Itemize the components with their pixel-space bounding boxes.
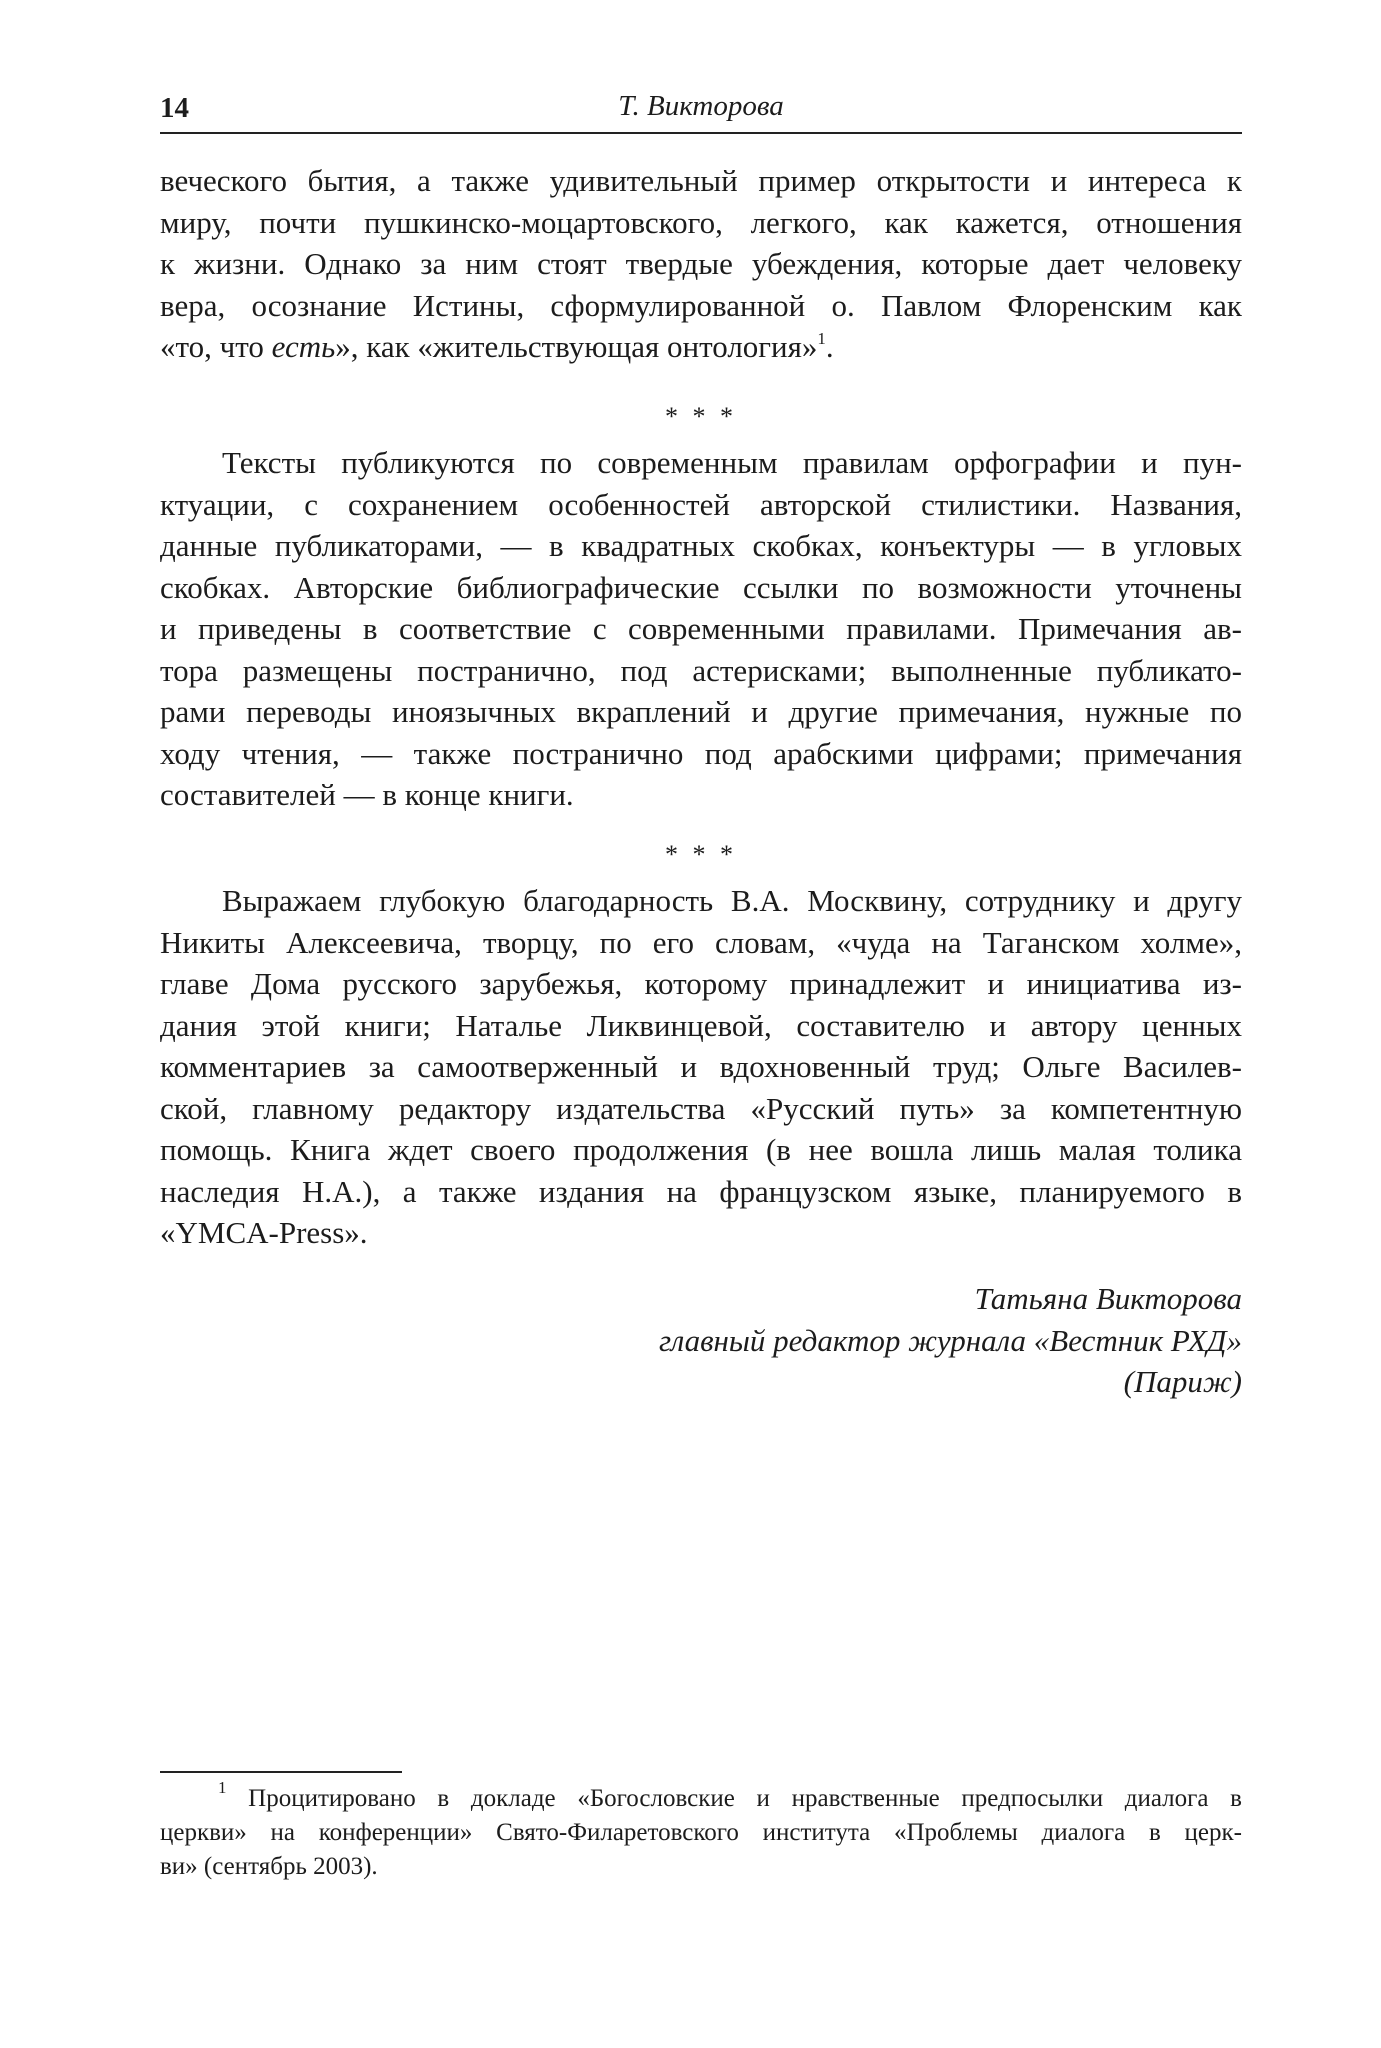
footnote-line: церкви» на конференции» Свято-Филаретовского института «Проблемы диалога в церк- — [160, 1819, 1242, 1846]
running-head: Т. Викторова — [618, 90, 784, 122]
paragraph-line: данные публикаторами, — в квадратных скобках, конъектуры — в угловых — [160, 528, 1242, 563]
paragraph-line: ской, главному редактору издательства «Русский путь» за компетентную — [160, 1090, 1242, 1126]
paragraph-line: вечеcкого бытия, а также удивительный пример открытости и интереса к — [160, 163, 1242, 198]
italic-word: есть — [271, 329, 336, 364]
footnote-text: Процитировано в докладе «Богословские и нравственные предпосылки диалога в — [226, 1785, 1242, 1812]
paragraph-line: скобках. Авторские библиографические ссылки по возможности уточнены — [160, 569, 1242, 605]
paragraph-line: составителей — в конце книги. — [160, 777, 574, 812]
footnote-ref: 1 — [817, 329, 826, 348]
paragraph-line: миру, почти пушкинско-моцартовского, легкого, как кажется, отношения — [160, 204, 1242, 240]
paragraph-line: дания этой книги; Наталье Ликвинцевой, составителю и автору ценных — [160, 1007, 1242, 1043]
sentence-end: . — [825, 329, 834, 364]
quote-start: «то, что — [160, 329, 272, 364]
signature — [160, 1278, 1242, 1403]
quote-rest: », как «жительствующая онтология» — [335, 329, 818, 364]
section-separator: * * * — [665, 840, 737, 869]
section-separator: * * * — [665, 402, 737, 431]
paragraph-line: вера, осознание Истины, сформулированной о. Павлом Флоренским как — [160, 287, 1242, 323]
paragraph-line: «YMCA-Press». — [160, 1215, 368, 1250]
paragraph-line: Выражаем глубокую благодарность В.А. Москвину, сотруднику и другу — [222, 883, 1242, 918]
paragraph-line: Тексты публикуются по современным правилам орфографии и пун- — [222, 445, 1242, 480]
signature-position: главный редактор журнала «Вестник РХД» — [659, 1322, 1242, 1358]
paragraph-line: к жизни. Однако за ним стоят твердые убеждения, которые дает человеку — [160, 246, 1242, 281]
paragraph-line: главе Дома русского зарубежья, которому принадлежит и инициатива из- — [160, 966, 1242, 1001]
paragraph-line: тора размещены постранично, под астерисками; выполненные публикато- — [160, 652, 1242, 688]
footnote-line — [160, 1778, 1242, 1816]
signature-place: (Париж) — [1123, 1364, 1242, 1399]
paragraph-line: Никиты Алексеевича, творцу, по его словам, «чуда на Таганском холме», — [160, 924, 1242, 960]
footnote — [160, 1778, 1242, 1884]
paragraph-line: наследия Н.А.), а также издания на французском языке, планируемого в — [160, 1173, 1242, 1209]
paragraph-line: помощь. Книга ждет своего продолжения (в нее вошла лишь малая толика — [160, 1132, 1242, 1167]
paragraph-2 — [160, 442, 1242, 816]
paragraph-last-line — [160, 326, 1242, 368]
signature-name: Татьяна Викторова — [974, 1281, 1242, 1316]
page-number: 14 — [160, 92, 189, 124]
paragraph-line: комментариев за самоотверженный и вдохновенный труд; Ольге Василев- — [160, 1049, 1242, 1084]
page-header — [160, 90, 1242, 134]
footnote-number: 1 — [218, 1778, 227, 1797]
paragraph-1 — [160, 160, 1242, 368]
paragraph-line: и приведены в соответствие с современными правилами. Примечания ав- — [160, 611, 1242, 646]
footnote-line: ви» (сентябрь 2003). — [160, 1853, 378, 1880]
paragraph-line: ходу чтения, — также постранично под арабскими цифрами; примечания — [160, 735, 1242, 771]
footnote-divider — [160, 1771, 402, 1773]
paragraph-3 — [160, 880, 1242, 1254]
paragraph-line: рами переводы иноязычных вкраплений и другие примечания, нужные по — [160, 694, 1242, 729]
paragraph-line: ктуации, с сохранением особенностей авторской стилистики. Названия, — [160, 486, 1242, 522]
